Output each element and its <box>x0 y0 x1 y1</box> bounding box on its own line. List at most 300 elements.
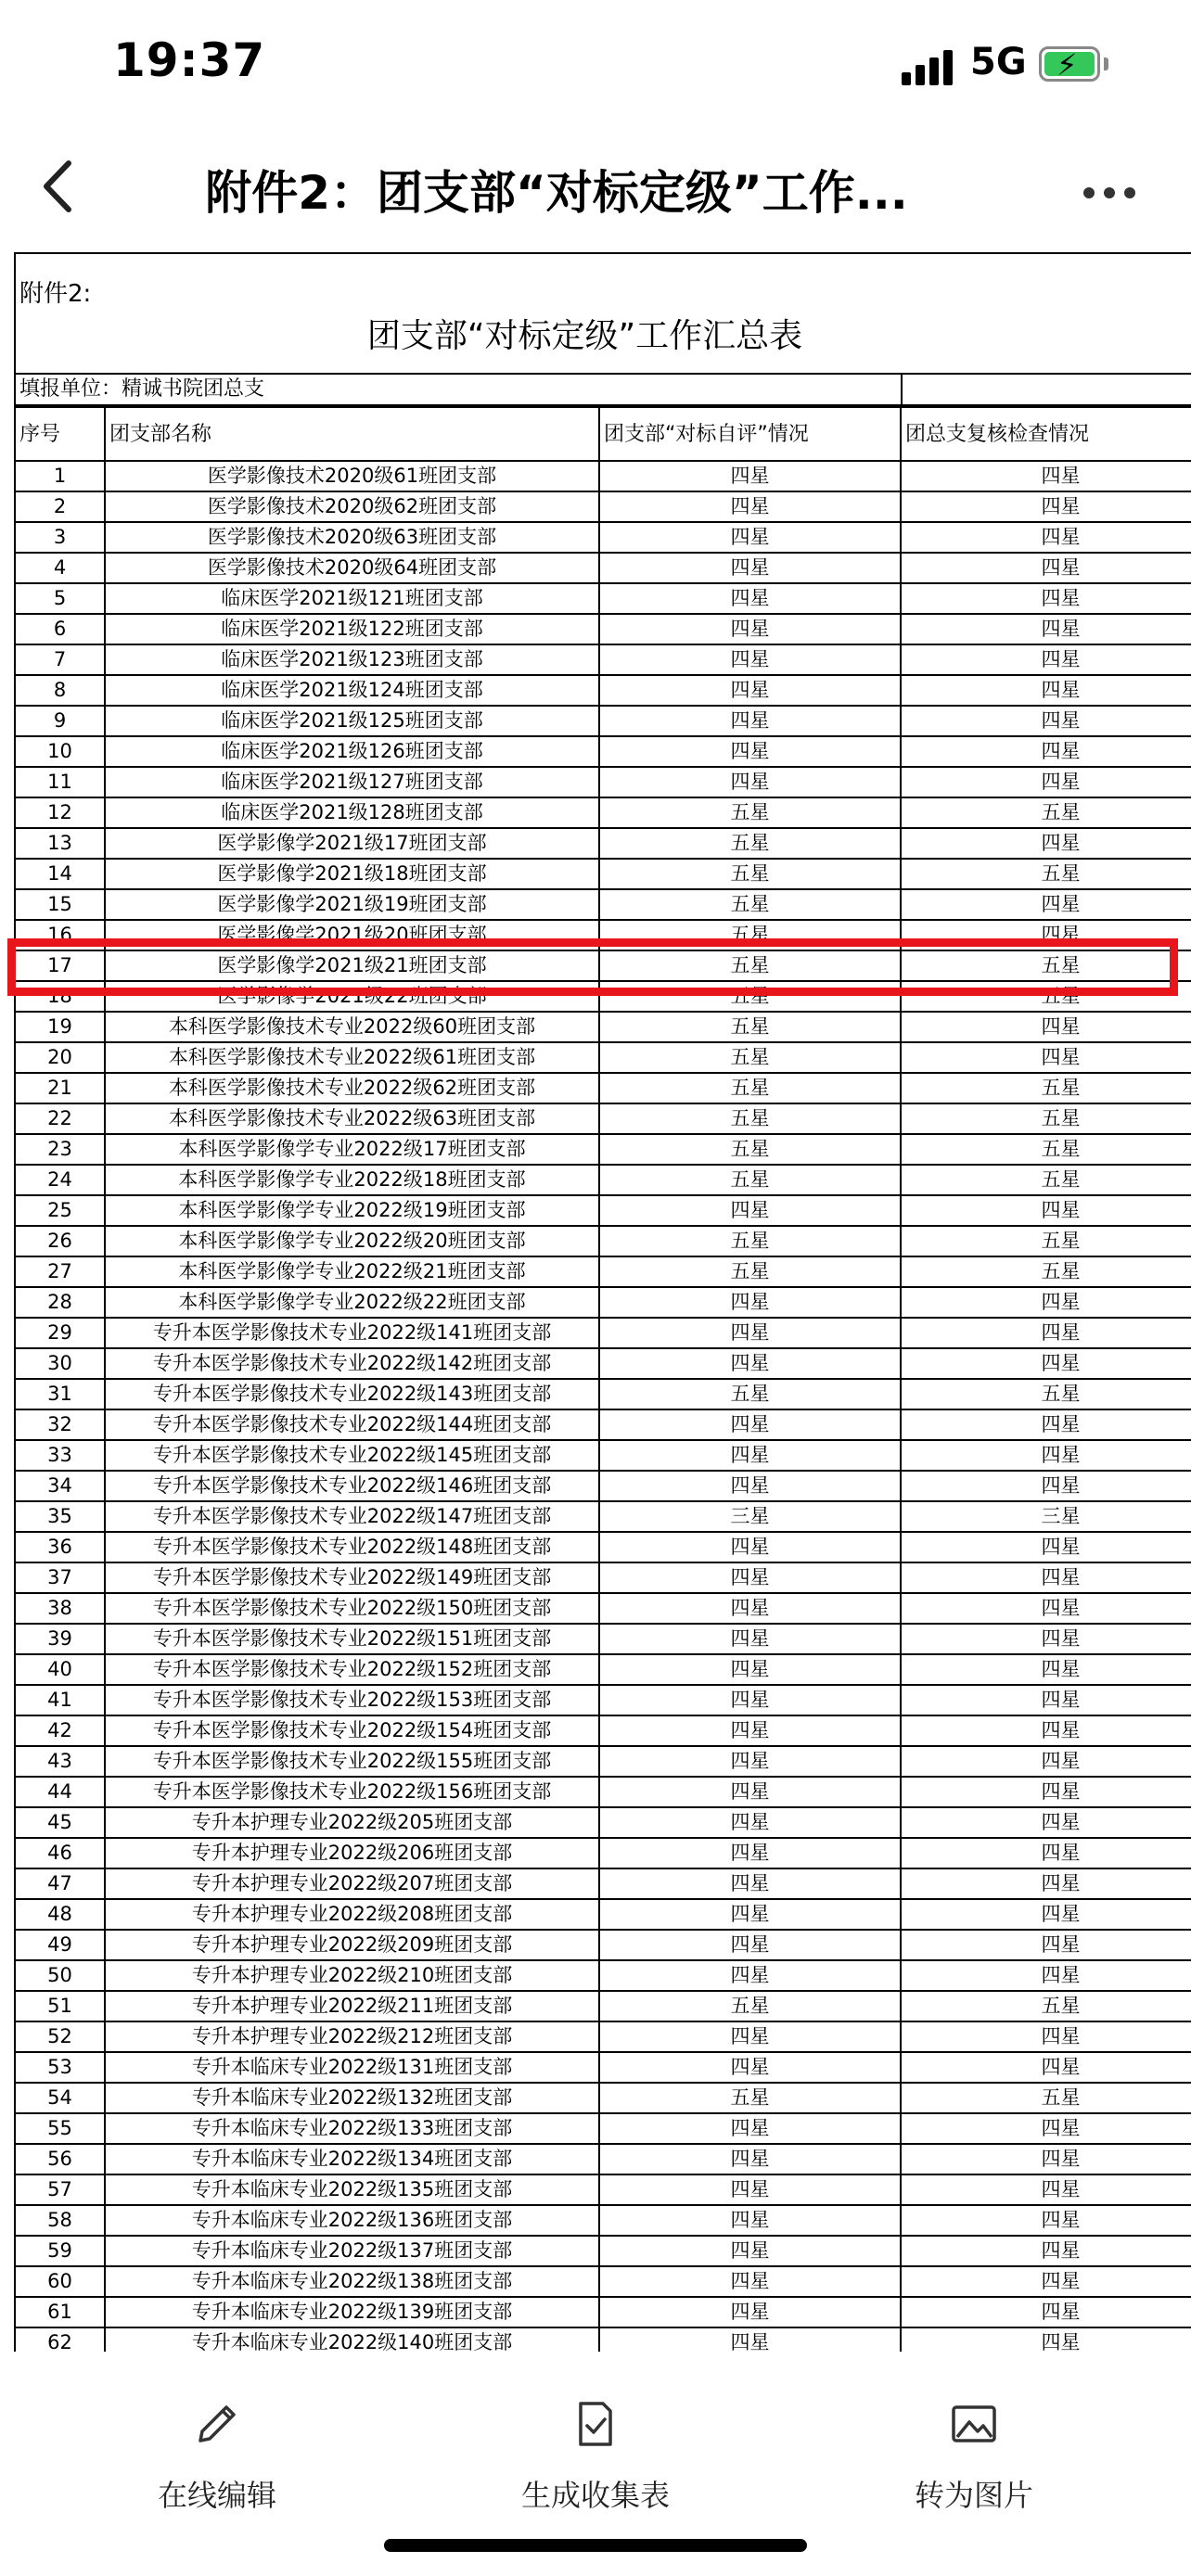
row-index: 1 <box>15 461 105 491</box>
battery-tip <box>1104 57 1108 70</box>
table-row <box>15 797 1191 828</box>
self-rating: 五星 <box>599 1379 901 1409</box>
review-rating: 四星 <box>901 889 1191 920</box>
row-index: 27 <box>15 1256 105 1287</box>
row-index: 14 <box>15 859 105 889</box>
page-title: 附件2：团支部“对标定级”工作... <box>205 166 908 220</box>
review-rating: 四星 <box>901 1195 1191 1226</box>
self-rating: 四星 <box>599 1409 901 1440</box>
branch-name: 专升本护理专业2022级207班团支部 <box>105 1868 599 1899</box>
review-rating: 四星 <box>901 522 1191 553</box>
branch-name: 本科医学影像学专业2022级17班团支部 <box>105 1134 599 1165</box>
table-row <box>15 1165 1191 1195</box>
row-index: 34 <box>15 1471 105 1501</box>
table-row <box>15 1379 1191 1409</box>
self-rating: 五星 <box>599 828 901 859</box>
review-rating: 四星 <box>901 491 1191 522</box>
branch-name: 专升本护理专业2022级209班团支部 <box>105 1930 599 1960</box>
table-row <box>15 553 1191 583</box>
attachment-label: 附件2: <box>19 280 92 308</box>
convert-image-button[interactable] <box>835 2396 1113 2515</box>
self-rating: 四星 <box>599 461 901 491</box>
home-indicator <box>384 2539 807 2552</box>
table-row <box>15 2205 1191 2236</box>
self-rating: 四星 <box>599 1562 901 1593</box>
self-rating: 四星 <box>599 491 901 522</box>
table-row <box>15 1348 1191 1379</box>
row-index: 2 <box>15 491 105 522</box>
branch-name: 专升本医学影像技术专业2022级149班团支部 <box>105 1562 599 1593</box>
row-index: 12 <box>15 797 105 828</box>
branch-name: 医学影像技术2020级62班团支部 <box>105 491 599 522</box>
self-rating: 五星 <box>599 1042 901 1073</box>
review-rating: 四星 <box>901 2297 1191 2327</box>
column-header: 团支部名称 <box>105 407 599 461</box>
row-index: 52 <box>15 2021 105 2052</box>
row-index: 38 <box>15 1593 105 1624</box>
branch-name: 本科医学影像学专业2022级19班团支部 <box>105 1195 599 1226</box>
self-rating: 四星 <box>599 1195 901 1226</box>
review-rating: 四星 <box>901 1746 1191 1777</box>
branch-name: 医学影像学2021级19班团支部 <box>105 889 599 920</box>
review-rating: 四星 <box>901 2266 1191 2297</box>
row-index: 21 <box>15 1073 105 1103</box>
branch-name: 本科医学影像学专业2022级21班团支部 <box>105 1256 599 1287</box>
self-rating: 四星 <box>599 2052 901 2083</box>
table-row <box>15 2297 1191 2327</box>
battery-icon: ⚡ <box>1039 46 1100 82</box>
branch-name: 专升本临床专业2022级131班团支部 <box>105 2052 599 2083</box>
self-rating: 五星 <box>599 1103 901 1134</box>
self-rating: 四星 <box>599 675 901 706</box>
row-index: 28 <box>15 1287 105 1318</box>
image-icon <box>946 2396 1002 2452</box>
table-row <box>15 1654 1191 1685</box>
branch-name: 专升本医学影像技术专业2022级144班团支部 <box>105 1409 599 1440</box>
row-index: 8 <box>15 675 105 706</box>
branch-name: 专升本医学影像技术专业2022级150班团支部 <box>105 1593 599 1624</box>
row-index: 18 <box>15 981 105 1012</box>
table-row <box>15 2052 1191 2083</box>
branch-name: 本科医学影像学专业2022级18班团支部 <box>105 1165 599 1195</box>
branch-name: 专升本临床专业2022级132班团支部 <box>105 2083 599 2113</box>
table-row <box>15 1256 1191 1287</box>
row-index: 10 <box>15 736 105 767</box>
review-rating: 四星 <box>901 1440 1191 1471</box>
table-row <box>15 522 1191 553</box>
review-rating: 四星 <box>901 2205 1191 2236</box>
more-icon[interactable] <box>1083 187 1139 200</box>
table-row <box>15 491 1191 522</box>
row-index: 9 <box>15 706 105 736</box>
row-index: 11 <box>15 767 105 797</box>
self-rating: 三星 <box>599 1501 901 1532</box>
summary-table <box>14 406 1191 2352</box>
row-index: 44 <box>15 1777 105 1807</box>
review-rating: 四星 <box>901 1624 1191 1654</box>
row-index: 51 <box>15 1991 105 2021</box>
self-rating: 五星 <box>599 1991 901 2021</box>
row-index: 32 <box>15 1409 105 1440</box>
generate-form-label: 生成收集表 <box>520 2478 670 2513</box>
row-index: 26 <box>15 1226 105 1256</box>
row-index: 53 <box>15 2052 105 2083</box>
row-index: 22 <box>15 1103 105 1134</box>
branch-name: 本科医学影像技术专业2022级61班团支部 <box>105 1042 599 1073</box>
row-index: 17 <box>15 950 105 981</box>
branch-name: 临床医学2021级121班团支部 <box>105 583 599 614</box>
review-rating: 四星 <box>901 675 1191 706</box>
table-row <box>15 1532 1191 1562</box>
table-row <box>15 706 1191 736</box>
self-rating: 五星 <box>599 2083 901 2113</box>
review-rating: 五星 <box>901 1165 1191 1195</box>
document-view[interactable] <box>14 252 1191 2352</box>
row-index: 6 <box>15 614 105 644</box>
branch-name: 专升本临床专业2022级136班团支部 <box>105 2205 599 2236</box>
table-row <box>15 1930 1191 1960</box>
branch-name: 专升本临床专业2022级138班团支部 <box>105 2266 599 2297</box>
branch-name: 临床医学2021级125班团支部 <box>105 706 599 736</box>
review-rating: 五星 <box>901 1379 1191 1409</box>
generate-form-button[interactable] <box>456 2396 735 2515</box>
row-index: 57 <box>15 2174 105 2205</box>
table-row <box>15 1746 1191 1777</box>
self-rating: 四星 <box>599 706 901 736</box>
self-rating: 四星 <box>599 2297 901 2327</box>
review-rating: 五星 <box>901 859 1191 889</box>
row-index: 37 <box>15 1562 105 1593</box>
branch-name: 本科医学影像技术专业2022级62班团支部 <box>105 1073 599 1103</box>
review-rating: 四星 <box>901 1899 1191 1930</box>
branch-name: 本科医学影像技术专业2022级60班团支部 <box>105 1012 599 1042</box>
table-row <box>15 1960 1191 1991</box>
row-index: 30 <box>15 1348 105 1379</box>
table-row <box>15 1318 1191 1348</box>
self-rating: 四星 <box>599 736 901 767</box>
branch-name: 专升本临床专业2022级137班团支部 <box>105 2236 599 2266</box>
branch-name: 医学影像学2021级20班团支部 <box>105 920 599 950</box>
self-rating: 五星 <box>599 920 901 950</box>
branch-name: 专升本医学影像技术专业2022级155班团支部 <box>105 1746 599 1777</box>
table-row <box>15 1073 1191 1103</box>
branch-name: 专升本护理专业2022级205班团支部 <box>105 1807 599 1838</box>
table-row <box>15 1777 1191 1807</box>
review-rating: 四星 <box>901 583 1191 614</box>
row-index: 19 <box>15 1012 105 1042</box>
branch-name: 专升本医学影像技术专业2022级151班团支部 <box>105 1624 599 1654</box>
review-rating: 四星 <box>901 828 1191 859</box>
table-row <box>15 1042 1191 1073</box>
branch-name: 专升本医学影像技术专业2022级147班团支部 <box>105 1501 599 1532</box>
review-rating: 五星 <box>901 1991 1191 2021</box>
table-row <box>15 1838 1191 1868</box>
table-row <box>15 1868 1191 1899</box>
branch-name: 专升本护理专业2022级208班团支部 <box>105 1899 599 1930</box>
row-index: 4 <box>15 553 105 583</box>
branch-name: 医学影像技术2020级61班团支部 <box>105 461 599 491</box>
self-rating: 四星 <box>599 767 901 797</box>
review-rating: 四星 <box>901 736 1191 767</box>
review-rating: 五星 <box>901 1226 1191 1256</box>
review-rating: 四星 <box>901 1930 1191 1960</box>
table-row <box>15 1562 1191 1593</box>
branch-name: 专升本医学影像技术专业2022级154班团支部 <box>105 1715 599 1746</box>
branch-name: 医学影像技术2020级63班团支部 <box>105 522 599 553</box>
branch-name: 专升本医学影像技术专业2022级153班团支部 <box>105 1685 599 1715</box>
branch-name: 本科医学影像学专业2022级22班团支部 <box>105 1287 599 1318</box>
row-index: 56 <box>15 2144 105 2174</box>
review-rating: 四星 <box>901 920 1191 950</box>
convert-image-label: 转为图片 <box>914 2478 1033 2513</box>
review-rating: 四星 <box>901 1471 1191 1501</box>
branch-name: 临床医学2021级124班团支部 <box>105 675 599 706</box>
branch-name: 专升本医学影像技术专业2022级156班团支部 <box>105 1777 599 1807</box>
row-index: 33 <box>15 1440 105 1471</box>
table-row <box>15 1103 1191 1134</box>
row-index: 45 <box>15 1807 105 1838</box>
row-index: 58 <box>15 2205 105 2236</box>
table-row <box>15 614 1191 644</box>
table-row <box>15 1501 1191 1532</box>
signal-icon <box>902 48 957 85</box>
self-rating: 四星 <box>599 1593 901 1624</box>
branch-name: 医学影像学2021级18班团支部 <box>105 859 599 889</box>
self-rating: 五星 <box>599 1073 901 1103</box>
review-rating: 五星 <box>901 1103 1191 1134</box>
branch-name: 专升本护理专业2022级206班团支部 <box>105 1838 599 1868</box>
review-rating: 四星 <box>901 1318 1191 1348</box>
branch-name: 专升本医学影像技术专业2022级143班团支部 <box>105 1379 599 1409</box>
review-rating: 四星 <box>901 1715 1191 1746</box>
review-rating: 四星 <box>901 1654 1191 1685</box>
self-rating: 五星 <box>599 1012 901 1042</box>
review-rating: 四星 <box>901 706 1191 736</box>
branch-name: 专升本临床专业2022级133班团支部 <box>105 2113 599 2144</box>
self-rating: 五星 <box>599 1165 901 1195</box>
table-row <box>15 1226 1191 1256</box>
unit-label: 填报单位：精诚书院团总支 <box>19 377 265 401</box>
review-rating: 五星 <box>901 797 1191 828</box>
review-rating: 四星 <box>901 2113 1191 2144</box>
row-index: 15 <box>15 889 105 920</box>
table-row <box>15 2083 1191 2113</box>
branch-name: 临床医学2021级128班团支部 <box>105 797 599 828</box>
self-rating: 四星 <box>599 1471 901 1501</box>
table-row <box>15 1409 1191 1440</box>
table-row <box>15 2021 1191 2052</box>
row-index: 20 <box>15 1042 105 1073</box>
row-index: 13 <box>15 828 105 859</box>
review-rating: 五星 <box>901 981 1191 1012</box>
review-rating: 四星 <box>901 614 1191 644</box>
table-row <box>15 889 1191 920</box>
review-rating: 五星 <box>901 1134 1191 1165</box>
row-index: 47 <box>15 1868 105 1899</box>
branch-name: 专升本医学影像技术专业2022级141班团支部 <box>105 1318 599 1348</box>
self-rating: 四星 <box>599 2327 901 2352</box>
column-header: 序号 <box>15 407 105 461</box>
row-index: 62 <box>15 2327 105 2352</box>
row-index: 48 <box>15 1899 105 1930</box>
review-rating: 四星 <box>901 644 1191 675</box>
table-row <box>15 736 1191 767</box>
review-rating: 四星 <box>901 1838 1191 1868</box>
review-rating: 五星 <box>901 1073 1191 1103</box>
table-row <box>15 1715 1191 1746</box>
self-rating: 五星 <box>599 859 901 889</box>
branch-name: 专升本临床专业2022级140班团支部 <box>105 2327 599 2352</box>
row-index: 50 <box>15 1960 105 1991</box>
table-row <box>15 2113 1191 2144</box>
table-row <box>15 1440 1191 1471</box>
self-rating: 四星 <box>599 1930 901 1960</box>
review-rating: 四星 <box>901 1593 1191 1624</box>
document-header <box>14 252 1191 373</box>
branch-name: 本科医学影像技术专业2022级63班团支部 <box>105 1103 599 1134</box>
row-index: 46 <box>15 1838 105 1868</box>
table-row <box>15 1471 1191 1501</box>
self-rating: 四星 <box>599 1715 901 1746</box>
branch-name: 临床医学2021级127班团支部 <box>105 767 599 797</box>
review-rating: 四星 <box>901 1777 1191 1807</box>
row-index: 49 <box>15 1930 105 1960</box>
table-row <box>15 2236 1191 2266</box>
self-rating: 四星 <box>599 2266 901 2297</box>
branch-name: 专升本临床专业2022级135班团支部 <box>105 2174 599 2205</box>
table-row <box>15 644 1191 675</box>
self-rating: 五星 <box>599 797 901 828</box>
row-index: 16 <box>15 920 105 950</box>
checklist-icon <box>568 2396 623 2452</box>
self-rating: 四星 <box>599 1348 901 1379</box>
row-index: 39 <box>15 1624 105 1654</box>
back-icon[interactable] <box>33 154 89 219</box>
review-rating: 四星 <box>901 2327 1191 2352</box>
self-rating: 五星 <box>599 1256 901 1287</box>
table-row <box>15 1685 1191 1715</box>
row-index: 31 <box>15 1379 105 1409</box>
self-rating: 五星 <box>599 889 901 920</box>
branch-name: 专升本护理专业2022级210班团支部 <box>105 1960 599 1991</box>
review-rating: 三星 <box>901 1501 1191 1532</box>
self-rating: 四星 <box>599 2174 901 2205</box>
status-time: 19:37 <box>113 33 266 87</box>
self-rating: 四星 <box>599 1868 901 1899</box>
table-row <box>15 1899 1191 1930</box>
self-rating: 四星 <box>599 2021 901 2052</box>
review-rating: 四星 <box>901 1868 1191 1899</box>
branch-name: 专升本医学影像技术专业2022级146班团支部 <box>105 1471 599 1501</box>
row-index: 5 <box>15 583 105 614</box>
branch-name: 医学影像技术2020级64班团支部 <box>105 553 599 583</box>
self-rating: 四星 <box>599 644 901 675</box>
table-row <box>15 1195 1191 1226</box>
self-rating: 五星 <box>599 950 901 981</box>
table-row <box>15 583 1191 614</box>
review-rating: 四星 <box>901 1532 1191 1562</box>
self-rating: 四星 <box>599 1532 901 1562</box>
table-row <box>15 859 1191 889</box>
review-rating: 五星 <box>901 950 1191 981</box>
row-index: 59 <box>15 2236 105 2266</box>
table-row <box>15 1593 1191 1624</box>
row-index: 41 <box>15 1685 105 1715</box>
row-index: 42 <box>15 1715 105 1746</box>
review-rating: 四星 <box>901 1287 1191 1318</box>
self-rating: 五星 <box>599 1226 901 1256</box>
row-index: 7 <box>15 644 105 675</box>
status-bar <box>0 0 1191 130</box>
branch-name: 医学影像学2021级22班团支部 <box>105 981 599 1012</box>
review-rating: 四星 <box>901 2052 1191 2083</box>
unit-row <box>14 373 1191 406</box>
row-index: 61 <box>15 2297 105 2327</box>
branch-name: 专升本临床专业2022级134班团支部 <box>105 2144 599 2174</box>
column-header: 团总支复核检查情况 <box>901 407 1191 461</box>
self-rating: 四星 <box>599 1960 901 1991</box>
table-row <box>15 767 1191 797</box>
table-row <box>15 461 1191 491</box>
self-rating: 四星 <box>599 2236 901 2266</box>
branch-name: 专升本护理专业2022级212班团支部 <box>105 2021 599 2052</box>
branch-name: 医学影像学2021级21班团支部 <box>105 950 599 981</box>
review-rating: 四星 <box>901 2174 1191 2205</box>
self-rating: 四星 <box>599 1777 901 1807</box>
branch-name: 专升本医学影像技术专业2022级148班团支部 <box>105 1532 599 1562</box>
table-row <box>15 828 1191 859</box>
self-rating: 四星 <box>599 522 901 553</box>
row-index: 36 <box>15 1532 105 1562</box>
table-row <box>15 1624 1191 1654</box>
self-rating: 四星 <box>599 2205 901 2236</box>
review-rating: 四星 <box>901 553 1191 583</box>
review-rating: 四星 <box>901 767 1191 797</box>
self-rating: 四星 <box>599 583 901 614</box>
self-rating: 四星 <box>599 2144 901 2174</box>
review-rating: 四星 <box>901 2236 1191 2266</box>
branch-name: 专升本护理专业2022级211班团支部 <box>105 1991 599 2021</box>
branch-name: 医学影像学2021级17班团支部 <box>105 828 599 859</box>
table-row <box>15 2144 1191 2174</box>
table-row <box>15 1012 1191 1042</box>
row-index: 60 <box>15 2266 105 2297</box>
row-index: 23 <box>15 1134 105 1165</box>
review-rating: 四星 <box>901 1012 1191 1042</box>
review-rating: 四星 <box>901 2144 1191 2174</box>
self-rating: 四星 <box>599 1685 901 1715</box>
self-rating: 五星 <box>599 981 901 1012</box>
table-header-row <box>15 407 1191 461</box>
self-rating: 四星 <box>599 1746 901 1777</box>
review-rating: 五星 <box>901 2083 1191 2113</box>
branch-name: 专升本医学影像技术专业2022级145班团支部 <box>105 1440 599 1471</box>
row-index: 40 <box>15 1654 105 1685</box>
branch-name: 专升本医学影像技术专业2022级142班团支部 <box>105 1348 599 1379</box>
self-rating: 四星 <box>599 1318 901 1348</box>
self-rating: 四星 <box>599 1807 901 1838</box>
self-rating: 四星 <box>599 614 901 644</box>
online-edit-button[interactable] <box>78 2396 356 2515</box>
review-rating: 四星 <box>901 461 1191 491</box>
branch-name: 本科医学影像学专业2022级20班团支部 <box>105 1226 599 1256</box>
self-rating: 四星 <box>599 1838 901 1868</box>
row-index: 3 <box>15 522 105 553</box>
review-rating: 五星 <box>901 1256 1191 1287</box>
row-index: 25 <box>15 1195 105 1226</box>
review-rating: 四星 <box>901 2021 1191 2052</box>
branch-name: 临床医学2021级126班团支部 <box>105 736 599 767</box>
